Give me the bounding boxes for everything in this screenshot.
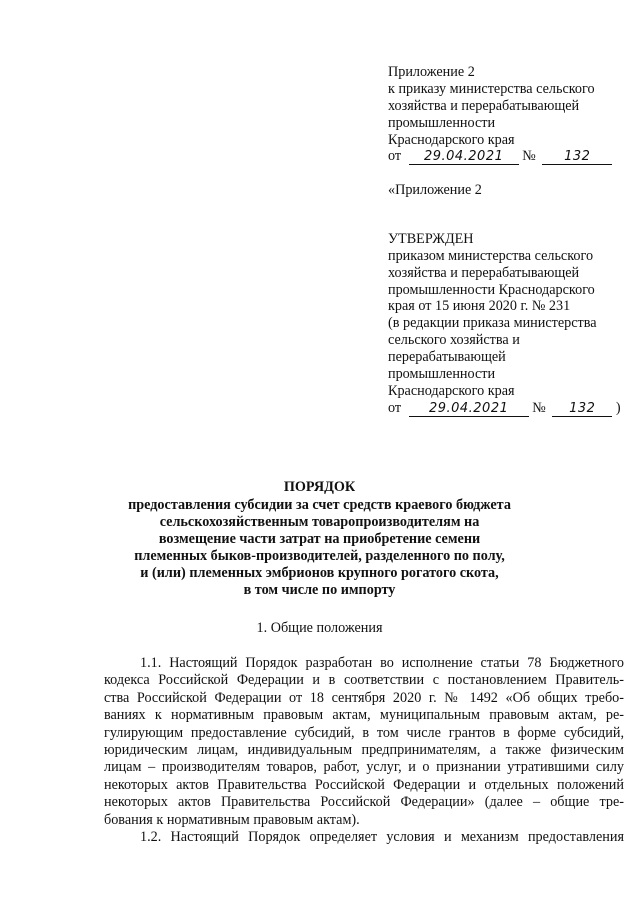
approved-line: края от 15 июня 2020 г. № 231	[388, 298, 571, 314]
paragraph-line: кодекса Российской Федерации и в соответствии с постановлением Правитель-	[104, 672, 624, 689]
approved-line: промышленности	[388, 366, 496, 382]
appendix-header-line: Приложение 2	[388, 64, 475, 80]
title-line: и (или) племенных эмбрионов крупного рогатого скота,	[140, 565, 499, 581]
date-field	[409, 148, 519, 165]
approved-line: (в редакции приказа министерства	[388, 315, 597, 331]
paragraph-line: некоторых актов Правительства Российской Федерации» (далее – общие тре-	[104, 794, 624, 811]
paragraph-line: некоторых актов Правительства Российской Федерации и отдельных положений	[104, 776, 624, 793]
handwritten-date: 29.04.2021	[428, 401, 509, 416]
date-prefix: от	[388, 400, 402, 416]
approved-date-row	[388, 400, 621, 417]
handwritten-number: 132	[564, 149, 591, 164]
title-line: предоставления субсидии за счет средств краевого бюджета	[128, 497, 511, 513]
handwritten-number: 132	[569, 401, 596, 416]
number-field	[552, 400, 612, 417]
appendix-header-line: к приказу министерства сельского	[388, 81, 595, 97]
appendix-header-date-row	[388, 148, 612, 165]
title-line: в том числе по импорту	[243, 582, 396, 598]
closing-parenthesis: )	[615, 400, 621, 416]
number-prefix: №	[532, 400, 546, 416]
appendix-quote: «Приложение 2	[388, 182, 482, 198]
title-line: возмещение части затрат на приобретение семени	[158, 531, 481, 547]
handwritten-date: 29.04.2021	[423, 149, 504, 164]
approved-line: хозяйства и перерабатывающей	[388, 265, 580, 281]
number-field	[542, 148, 612, 165]
title-line: племенных быков-производителей, разделенного по полу,	[134, 548, 505, 564]
paragraph-line: юридическим лицам, индивидуальным предпринимателям, а также физическим	[104, 741, 624, 758]
approved-line: Краснодарского края	[388, 383, 515, 399]
paragraph-1-1	[104, 655, 624, 846]
approved-line: приказом министерства сельского	[388, 248, 594, 264]
appendix-header-line: Краснодарского края	[388, 132, 515, 148]
title-line: сельскохозяйственным товаропроизводителям на	[159, 514, 480, 530]
appendix-header-line: промышленности	[388, 115, 496, 131]
date-prefix: от	[388, 148, 402, 164]
approved-title: УТВЕРЖДЕН	[388, 231, 474, 247]
paragraph-line: бования к нормативным правовым актам).	[104, 811, 360, 828]
date-field	[409, 400, 529, 417]
title-heading: ПОРЯДОК	[283, 479, 356, 495]
paragraph-1-2-line: 1.2. Настоящий Порядок определяет условия и механизм предоставления	[140, 828, 624, 845]
paragraph-line: ства Российской Федерации от 18 сентября 2020 г. № 1492 «Об общих требо-	[104, 689, 624, 706]
paragraph-line: ваниях к нормативным правовым актам, муниципальным правовым актам, ре-	[104, 707, 624, 724]
paragraph-line: лицам – производителям товаров, работ, услуг, и о признании утратившими силу	[104, 759, 624, 776]
approved-line: перерабатывающей	[388, 349, 506, 365]
number-prefix: №	[522, 148, 536, 164]
section-heading: 1. Общие положения	[256, 620, 383, 636]
approved-line: сельского хозяйства и	[388, 332, 520, 348]
paragraph-line: гулирующим предоставление субсидий, в том числе грантов в форме субсидий,	[104, 724, 624, 741]
approved-line: промышленности Краснодарского	[388, 282, 595, 298]
paragraph-line: 1.1. Настоящий Порядок разработан во исполнение статьи 78 Бюджетного	[140, 655, 624, 671]
appendix-header-line: хозяйства и перерабатывающей	[388, 98, 580, 114]
